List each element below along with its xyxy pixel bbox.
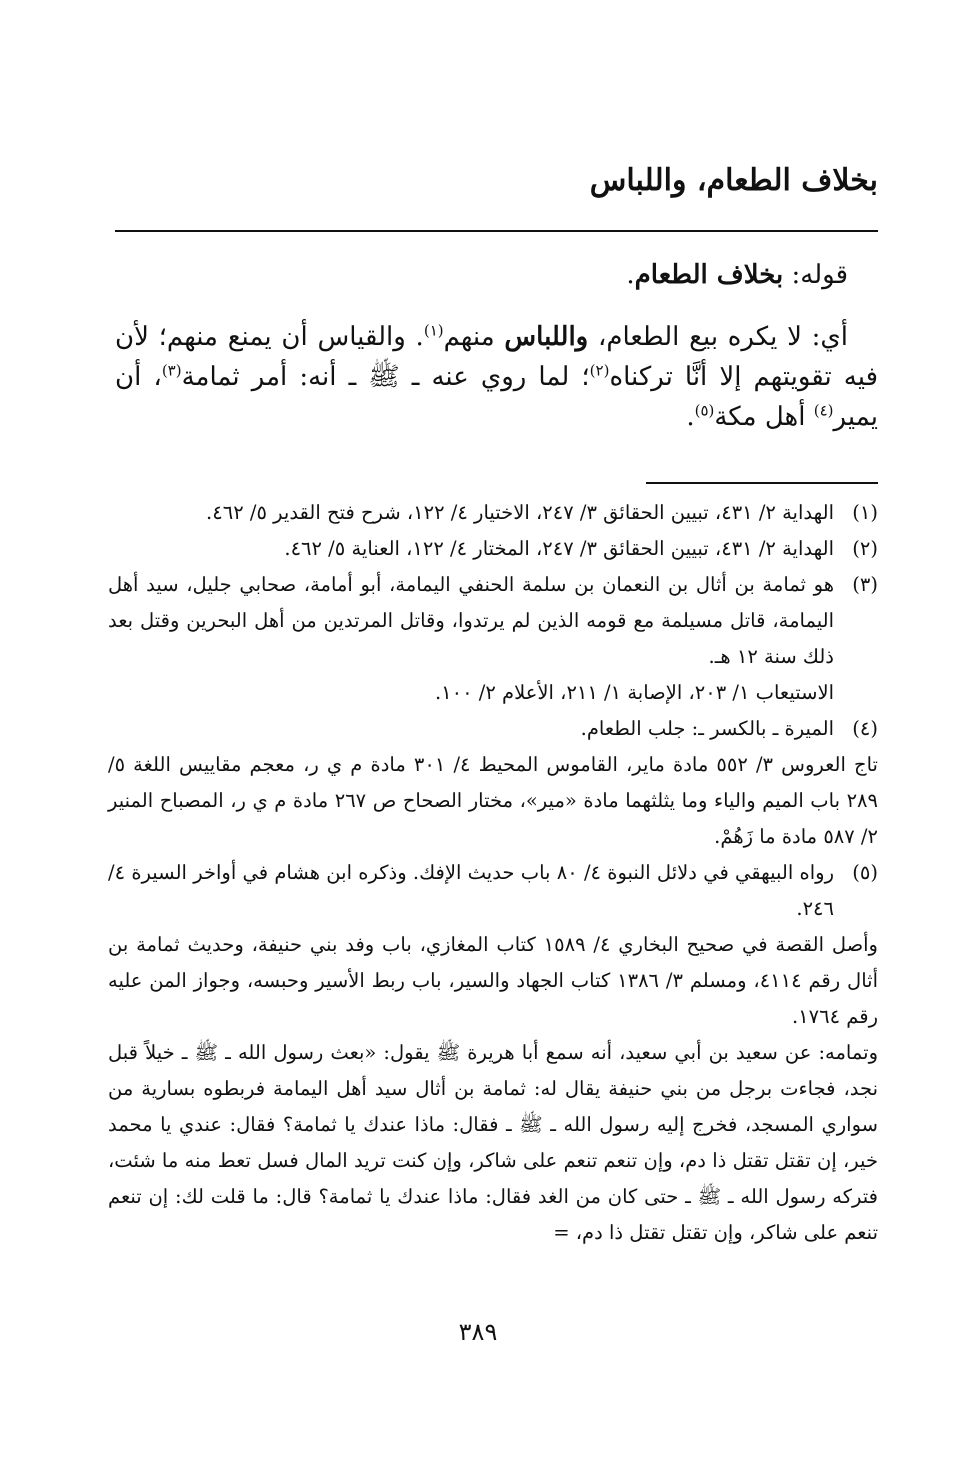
footnote-number: (٤) <box>852 717 878 740</box>
footnote-3 <box>108 567 878 675</box>
lead-end: . <box>626 260 635 290</box>
header-rule <box>115 230 878 232</box>
footnote-1 <box>108 495 878 531</box>
footnote-3-sources: الاستيعاب ١/ ٢٠٣، الإصابة ١/ ٢١١، الأعلام ٢/ ١٠٠. <box>434 681 834 704</box>
bold-term: واللباس <box>504 322 589 352</box>
footnote-ref-3[interactable]: (٣) <box>161 361 182 380</box>
running-head: بخلاف الطعام، واللباس <box>589 163 878 198</box>
lead-line <box>115 255 878 295</box>
main-text <box>115 255 878 437</box>
footnote-text: هو ثمامة بن أثال بن النعمان بن سلمة الحنفي اليمامة، أبو أمامة، صحابي جليل، سيد أهل اليمامة، قاتل مسيلمة مع قومه الذين لم يرتدوا، وقاتل المرتدين من أهل البحرين وقتل بعد ذلك سنة ١٢ هـ. <box>108 573 834 668</box>
main-paragraph: أي: لا يكره بيع الطعام، واللباس منهم$^{(١)}$. والقياس أن يمنع منهم؛ لأن فيه تقويتهم إلا أنَّا تركناه$^{(٢)}$؛ لما روي عنه ـ ﷺ ـ أنه: أمر ثمامة$^{(٣)}$، أن يمير$^{(٤)}$ أهل مكة$^{(٥)}$. <box>115 321 879 432</box>
lead-bold: بخلاف الطعام <box>634 260 784 290</box>
footnote-number: (٢) <box>852 537 878 560</box>
footnote-text: رواه البيهقي في دلائل النبوة ٤/ ٨٠ باب حديث الإفك. وذكره ابن هشام في أواخر السيرة ٤/ ٢٤٦. <box>108 861 834 920</box>
footnote-number: (١) <box>852 501 878 524</box>
footnote-number: (٥) <box>852 861 878 884</box>
footnote-ref-1[interactable]: (١) <box>423 321 444 340</box>
footnote-text: الهداية ٢/ ٤٣١، تبيين الحقائق ٣/ ٢٤٧، المختار ٤/ ١٢٢، العناية ٥/ ٤٦٢. <box>284 537 834 560</box>
footnote-number: (٣) <box>852 573 878 596</box>
footnote-rule <box>646 482 878 484</box>
footnote-ref-2[interactable]: (٢) <box>589 361 610 380</box>
footnote-4-sources: تاج العروس ٣/ ٥٥٢ مادة ماير، القاموس المحيط ٤/ ٣٠١ مادة م ي ر، معجم مقاييس اللغة ٥/ ٢٨٩ باب الميم والياء وما يثلثهما مادة «مير»، مختار الصحاح ص ٢٦٧ مادة م ي ر، المصباح المنير ٢/ ٥٨٧ مادة ما زَهُمْ. <box>108 753 878 848</box>
footnotes <box>108 495 878 1251</box>
page-number: ٣٨٩ <box>458 1318 498 1346</box>
footnote-2 <box>108 531 878 567</box>
footnote-4 <box>108 711 878 747</box>
footnote-ref-5[interactable]: (٥) <box>694 401 715 420</box>
lead-prefix: قوله: <box>783 260 848 290</box>
footnote-text: الهداية ٢/ ٤٣١، تبيين الحقائق ٣/ ٢٤٧، الاختيار ٤/ ١٢٢، شرح فتح القدير ٥/ ٤٦٢. <box>206 501 834 524</box>
footnote-5-hadith: وتمامه: عن سعيد بن أبي سعيد، أنه سمع أبا هريرة ﷺ يقول: «بعث رسول الله ـ ﷺ ـ خيلاً قبل نجد، فجاءت برجل من بني حنيفة يقال له: ثمامة بن أثال سيد أهل اليمامة فربطوه بسارية من سواري المسجد، فخرج إليه رسول الله ـ ﷺ ـ فقال: ماذا عندك يا ثمامة؟ فقال: عندي يا محمد خير، إن تقتل تقتل ذا دم، وإن تنعم تنعم على شاكر، وإن كنت تريد المال فسل تعط منه ما شئت، فتركه رسول الله ـ ﷺ ـ حتى كان من الغد فقال: ماذا عندك يا ثمامة؟ قال: ما قلت لك: إن تنعم تنعم على شاكر، وإن تقتل تقتل ذا دم، = <box>108 1041 878 1244</box>
footnote-text: الميرة ـ بالكسر ـ: جلب الطعام. <box>580 717 834 740</box>
footnote-ref-4[interactable]: (٤) <box>813 401 834 420</box>
footnote-5 <box>108 855 878 927</box>
footnote-5-origin: وأصل القصة في صحيح البخاري ٤/ ١٥٨٩ كتاب المغازي، باب وفد بني حنيفة، وحديث ثمامة بن أثال رقم ٤١١٤، ومسلم ٣/ ١٣٨٦ كتاب الجهاد والسير، باب ربط الأسير وحبسه، وجواز المن عليه رقم ١٧٦٤. <box>108 933 878 1028</box>
